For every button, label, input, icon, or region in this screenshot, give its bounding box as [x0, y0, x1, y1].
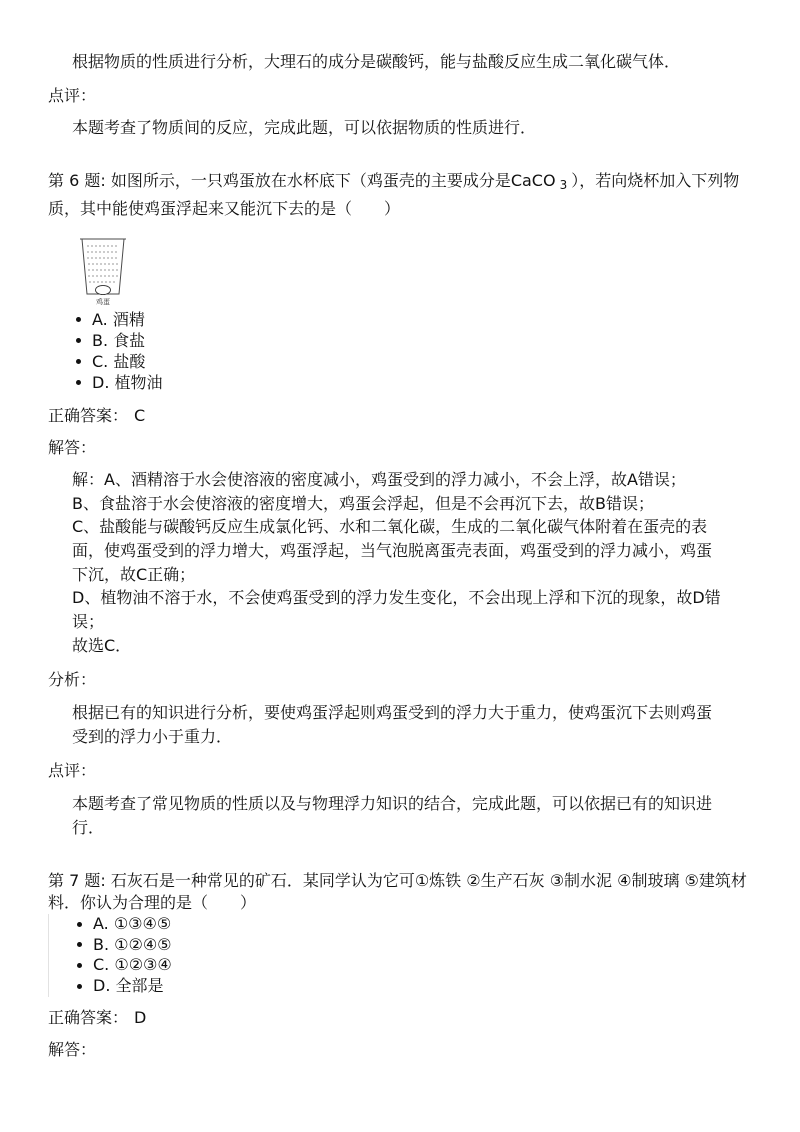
q7-solution-label: 解答：	[48, 1039, 97, 1059]
q5-comment-text: 本题考查了物质间的反应，完成此题，可以依据物质的性质进行．	[72, 117, 537, 137]
q6-answer-label: 正确答案：	[48, 405, 129, 425]
q6-option-c: C. 盐酸	[48, 351, 752, 372]
q6-solution-label: 解答：	[48, 437, 97, 457]
beaker-egg-diagram	[78, 235, 130, 311]
q6-stem	[48, 169, 752, 221]
q6-solution-paragraph: B、食盐溶于水会使溶液的密度增大，鸡蛋会浮起，但是不会再沉下去，故B错误；	[72, 493, 654, 513]
q7-answer-label: 正确答案：	[48, 1007, 129, 1027]
q7-option-d: D. 全部是	[49, 976, 752, 997]
q6-stem-text: 第 6 题: 如图所示，一只鸡蛋放在水杯底下（鸡蛋壳的主要成分是CaCO	[48, 171, 556, 191]
q7-option-b: B. ①②④⑤	[49, 935, 752, 956]
q6-option-d: D. 植物油	[48, 372, 752, 393]
q7-correct-answer	[48, 1006, 752, 1030]
q6-solution-paragraph: 故选C．	[72, 635, 132, 655]
q7-option-c: C. ①②③④	[49, 955, 752, 976]
egg-label: 鸡蛋	[96, 298, 110, 307]
q7-option-a: A. ①③④⑤	[49, 914, 752, 935]
q7-answer-value: D	[134, 1007, 147, 1027]
q6-analysis-text: 根据已有的知识进行分析，要使鸡蛋浮起则鸡蛋受到的浮力大于重力，使鸡蛋沉下去则鸡蛋受到的浮力小于重力．	[72, 702, 713, 746]
q7-options-list	[48, 914, 752, 997]
q6-answer-value: C	[134, 405, 146, 425]
q6-solution-paragraph: 解：A、酒精溶于水会使溶液的密度减小，鸡蛋受到的浮力减小，不会上浮，故A错误；	[72, 469, 686, 489]
egg-shape	[96, 286, 111, 295]
q6-stem-text-continued: ），若向烧杯加入下列物质，其中能使鸡蛋浮起来又能沉下去的是（ ）	[48, 171, 740, 219]
q6-option-a: A. 酒精	[48, 309, 752, 330]
q6-solution-paragraph: C、盐酸能与碳酸钙反应生成氯化钙、水和二氧化碳，生成的二氧化碳气体附着在蛋壳的表面，使鸡蛋受到的浮力增大，鸡蛋浮起，当气泡脱离蛋壳表面，鸡蛋受到的浮力减小，鸡蛋下沉，故C正确；	[72, 517, 713, 584]
q6-comment-label: 点评：	[48, 760, 97, 780]
document-content	[48, 50, 752, 1062]
q7-stem: 第 7 题: 石灰石是一种常见的矿石．某同学认为它可①炼铁 ②生产石灰 ③制水泥 ④制玻璃 ⑤建筑材料．你认为合理的是（ ）	[48, 870, 747, 912]
q5-comment-label: 点评：	[48, 85, 97, 105]
q6-solution-paragraph: D、植物油不溶于水，不会使鸡蛋受到的浮力发生变化，不会出现上浮和下沉的现象，故D错误；	[72, 588, 721, 632]
water-lines	[87, 246, 119, 282]
q6-option-b: B. 食盐	[48, 330, 752, 351]
q6-analysis-label: 分析：	[48, 669, 97, 689]
q6-figure	[78, 235, 130, 309]
q6-solution-text	[72, 468, 722, 658]
q6-comment-text: 本题考查了常见物质的性质以及与物理浮力知识的结合，完成此题，可以依据已有的知识进行．	[72, 793, 713, 837]
q5-analysis-text: 根据物质的性质进行分析，大理石的成分是碳酸钙，能与盐酸反应生成二氧化碳气体．	[72, 52, 681, 71]
q6-correct-answer	[48, 404, 752, 428]
q6-options-list	[48, 309, 752, 393]
q6-stem-subscript: 3	[559, 178, 568, 193]
